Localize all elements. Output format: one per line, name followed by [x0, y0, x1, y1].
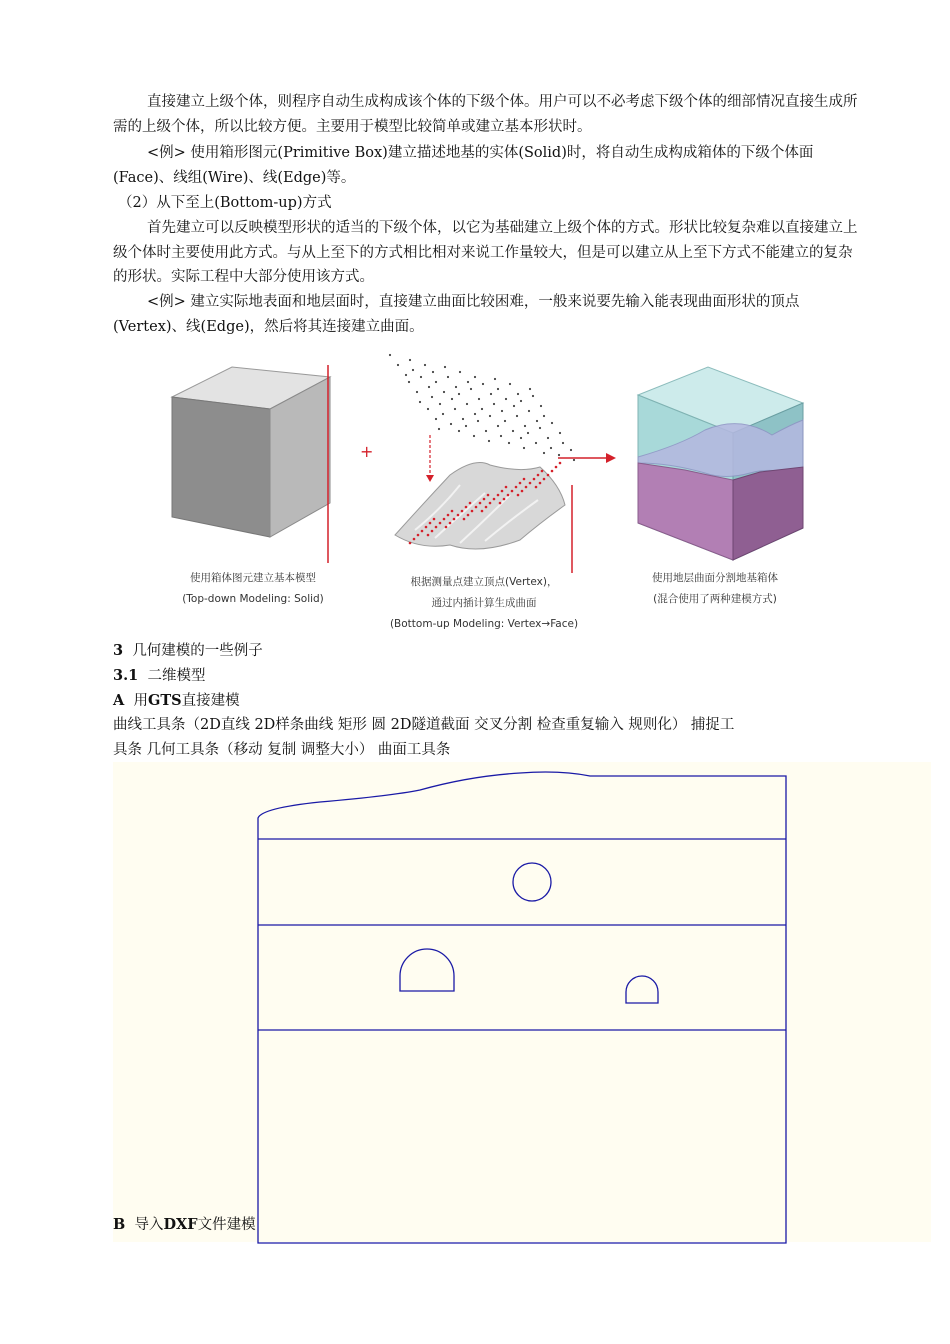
section-b-heading	[113, 1213, 256, 1237]
cad-geometry	[258, 772, 786, 1243]
caption-hybrid-line2: (混合使用了两种建模方式)	[653, 593, 777, 605]
plus-symbol: +	[360, 442, 374, 461]
toolbars-line-1: 曲线工具条（2D直线 2D样条曲线 矩形 圆 2D隧道截面 交叉分割 检查重复输入 规则化） 捕捉工	[113, 717, 735, 733]
caption-bottom-up-line1: 根据测量点建立顶点(Vertex)，	[410, 576, 558, 588]
caption-top-down-line2: (Top-down Modeling: Solid)	[182, 593, 324, 605]
ground-boundary	[258, 772, 786, 1243]
paragraph-1: 直接建立上级个体，则程序自动生成构成该个体的下级个体。用户可以不必考虑下级个体的细部情况直接生成所需的上级个体，所以比较方便。主要用于模型比较简单或建立基本形状时。	[113, 94, 858, 135]
paragraph-4: 首先建立可以反映模型形状的适当的下级个体，以它为基础建立上级个体的方式。形状比较复杂难以直接建立上级个体时主要使用此方式。与从上至下的方式相比相对来说工作量较大，但是可以建立从上至下方式不能建立的复杂的形状。实际工程中大部分使用该方式。	[113, 220, 858, 285]
section-3-1-title: 二维模型	[147, 668, 206, 684]
paragraph-5: <例> 建立实际地表面和地层面时，直接建立曲面比较困难，一般来说要先输入能表现曲面形状的顶点(Vertex)、线(Edge)，然后将其连接建立曲面。	[113, 294, 800, 335]
caption-bottom-up-line2: 通过内插计算生成曲面	[431, 597, 537, 609]
toolbars-line-2: 具条 几何工具条（移动 复制 调整大小） 曲面工具条	[113, 742, 451, 758]
circular-tunnel	[513, 863, 551, 901]
horseshoe-tunnel-small	[626, 976, 658, 1003]
paragraph-2: <例> 使用箱形图元(Primitive Box)建立描述地基的实体(Solid)时，将自动生成构成箱体的下级个体面(Face)、线组(Wire)、线(Edge)等。	[113, 145, 814, 186]
section-b-suffix: 文件建模	[197, 1217, 256, 1233]
section-b-letter: B	[113, 1216, 126, 1233]
section-a-bold: GTS	[147, 692, 182, 709]
section-b-bold: DXF	[163, 1216, 198, 1233]
section-b-prefix: 导入	[134, 1217, 164, 1233]
section-a-suffix: 直接建模	[181, 693, 240, 709]
section-3-number: 3	[113, 642, 124, 659]
horseshoe-tunnel-large	[400, 949, 454, 991]
caption-hybrid-line1: 使用地层曲面分割地基箱体	[652, 572, 778, 584]
section-a-letter: A	[113, 692, 125, 709]
section-3-1-number: 3.1	[113, 667, 139, 684]
paragraph-3-heading: （2）从下至上(Bottom-up)方式	[118, 195, 332, 211]
caption-top-down-line1: 使用箱体图元建立基本模型	[190, 572, 316, 584]
section-3-title: 几何建模的一些例子	[132, 643, 263, 659]
section-a-prefix: 用	[133, 693, 148, 709]
caption-bottom-up-line3: (Bottom-up Modeling: Vertex→Face)	[389, 618, 579, 630]
